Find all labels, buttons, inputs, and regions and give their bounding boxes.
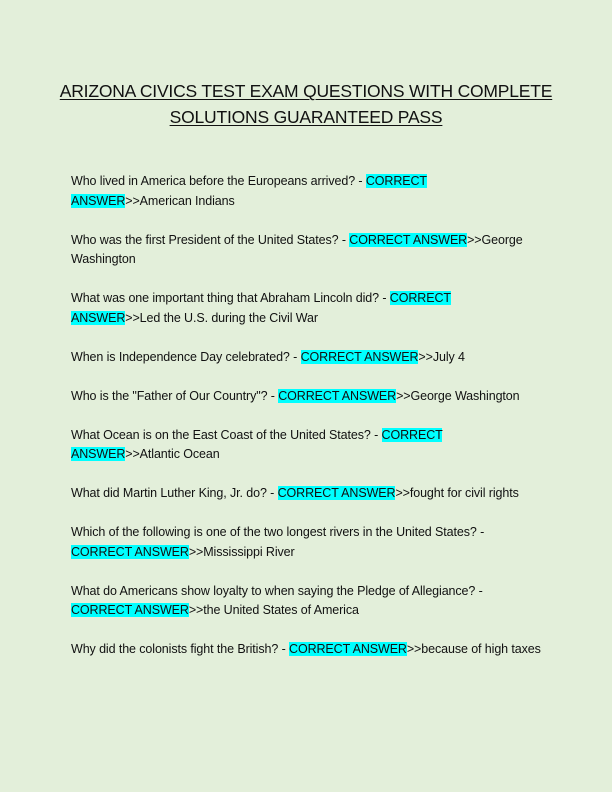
correct-answer-tag: CORRECT ANSWER	[71, 603, 189, 617]
document-title	[40, 78, 572, 130]
qa-item	[71, 172, 541, 211]
answer-separator: >>	[467, 232, 482, 247]
answer-separator: >>	[125, 310, 140, 325]
question-text: Why did the colonists fight the British? -	[71, 642, 290, 656]
answer-text: George Washington	[71, 232, 523, 266]
answer-text: July 4	[432, 349, 465, 364]
answer-text: American Indians	[139, 193, 235, 208]
question-answer-list	[71, 172, 541, 679]
correct-answer-tag-continued: ANSWER	[71, 193, 126, 208]
title-line-1: ARIZONA CIVICS TEST EXAM QUESTIONS WITH COMPLETE	[59, 81, 553, 101]
answer-separator: >>	[395, 486, 410, 500]
question-text: Who lived in America before the Europeans arrived? -	[71, 174, 366, 188]
correct-answer-tag-continued: ANSWER	[71, 447, 126, 461]
qa-item	[71, 426, 541, 465]
answer-text: Mississippi River	[203, 544, 295, 559]
question-text: When is Independence Day celebrated? -	[71, 349, 301, 364]
answer-separator: >>	[125, 447, 140, 461]
answer-text: George Washington	[410, 388, 520, 403]
answer-text: because of high taxes	[421, 642, 541, 656]
correct-answer-tag: CORRECT	[389, 291, 451, 305]
question-text: Who was the first President of the United States? -	[71, 232, 350, 247]
qa-item	[71, 523, 541, 562]
answer-separator: >>	[418, 349, 433, 364]
qa-item	[71, 582, 541, 621]
answer-separator: >>	[396, 388, 411, 403]
correct-answer-tag: CORRECT	[381, 427, 443, 442]
question-text: What was one important thing that Abraham Lincoln did? -	[71, 291, 390, 305]
qa-item	[71, 289, 541, 328]
correct-answer-tag: CORRECT ANSWER	[300, 349, 419, 364]
qa-item	[71, 640, 541, 660]
question-text: What did Martin Luther King, Jr. do? -	[71, 486, 278, 500]
correct-answer-tag-continued: ANSWER	[71, 310, 126, 325]
correct-answer-tag: CORRECT ANSWER	[349, 232, 468, 247]
question-text: What do Americans show loyalty to when saying the Pledge of Allegiance? -	[71, 583, 483, 598]
answer-separator: >>	[125, 193, 140, 208]
correct-answer-tag: CORRECT ANSWER	[278, 388, 397, 403]
question-text: What Ocean is on the East Coast of the United States? -	[71, 427, 382, 442]
title-line-2: SOLUTIONS GUARANTEED PASS	[169, 107, 443, 127]
correct-answer-tag: CORRECT ANSWER	[277, 486, 396, 500]
correct-answer-tag: CORRECT ANSWER	[71, 544, 189, 559]
qa-item	[71, 484, 541, 504]
qa-item	[71, 348, 541, 368]
correct-answer-tag: CORRECT	[365, 174, 427, 188]
answer-separator: >>	[406, 642, 422, 656]
answer-text: fought for civil rights	[409, 486, 519, 500]
question-text: Who is the "Father of Our Country"? -	[71, 388, 279, 403]
answer-separator: >>	[188, 603, 204, 617]
qa-item	[71, 231, 541, 270]
qa-item	[71, 387, 541, 407]
answer-text: Atlantic Ocean	[139, 447, 220, 461]
correct-answer-tag: CORRECT ANSWER	[289, 642, 407, 656]
answer-text: Led the U.S. during the Civil War	[139, 310, 318, 325]
question-text: Which of the following is one of the two longest rivers in the United States? -	[71, 525, 485, 539]
answer-text: the United States of America	[203, 603, 359, 617]
answer-separator: >>	[188, 544, 204, 559]
